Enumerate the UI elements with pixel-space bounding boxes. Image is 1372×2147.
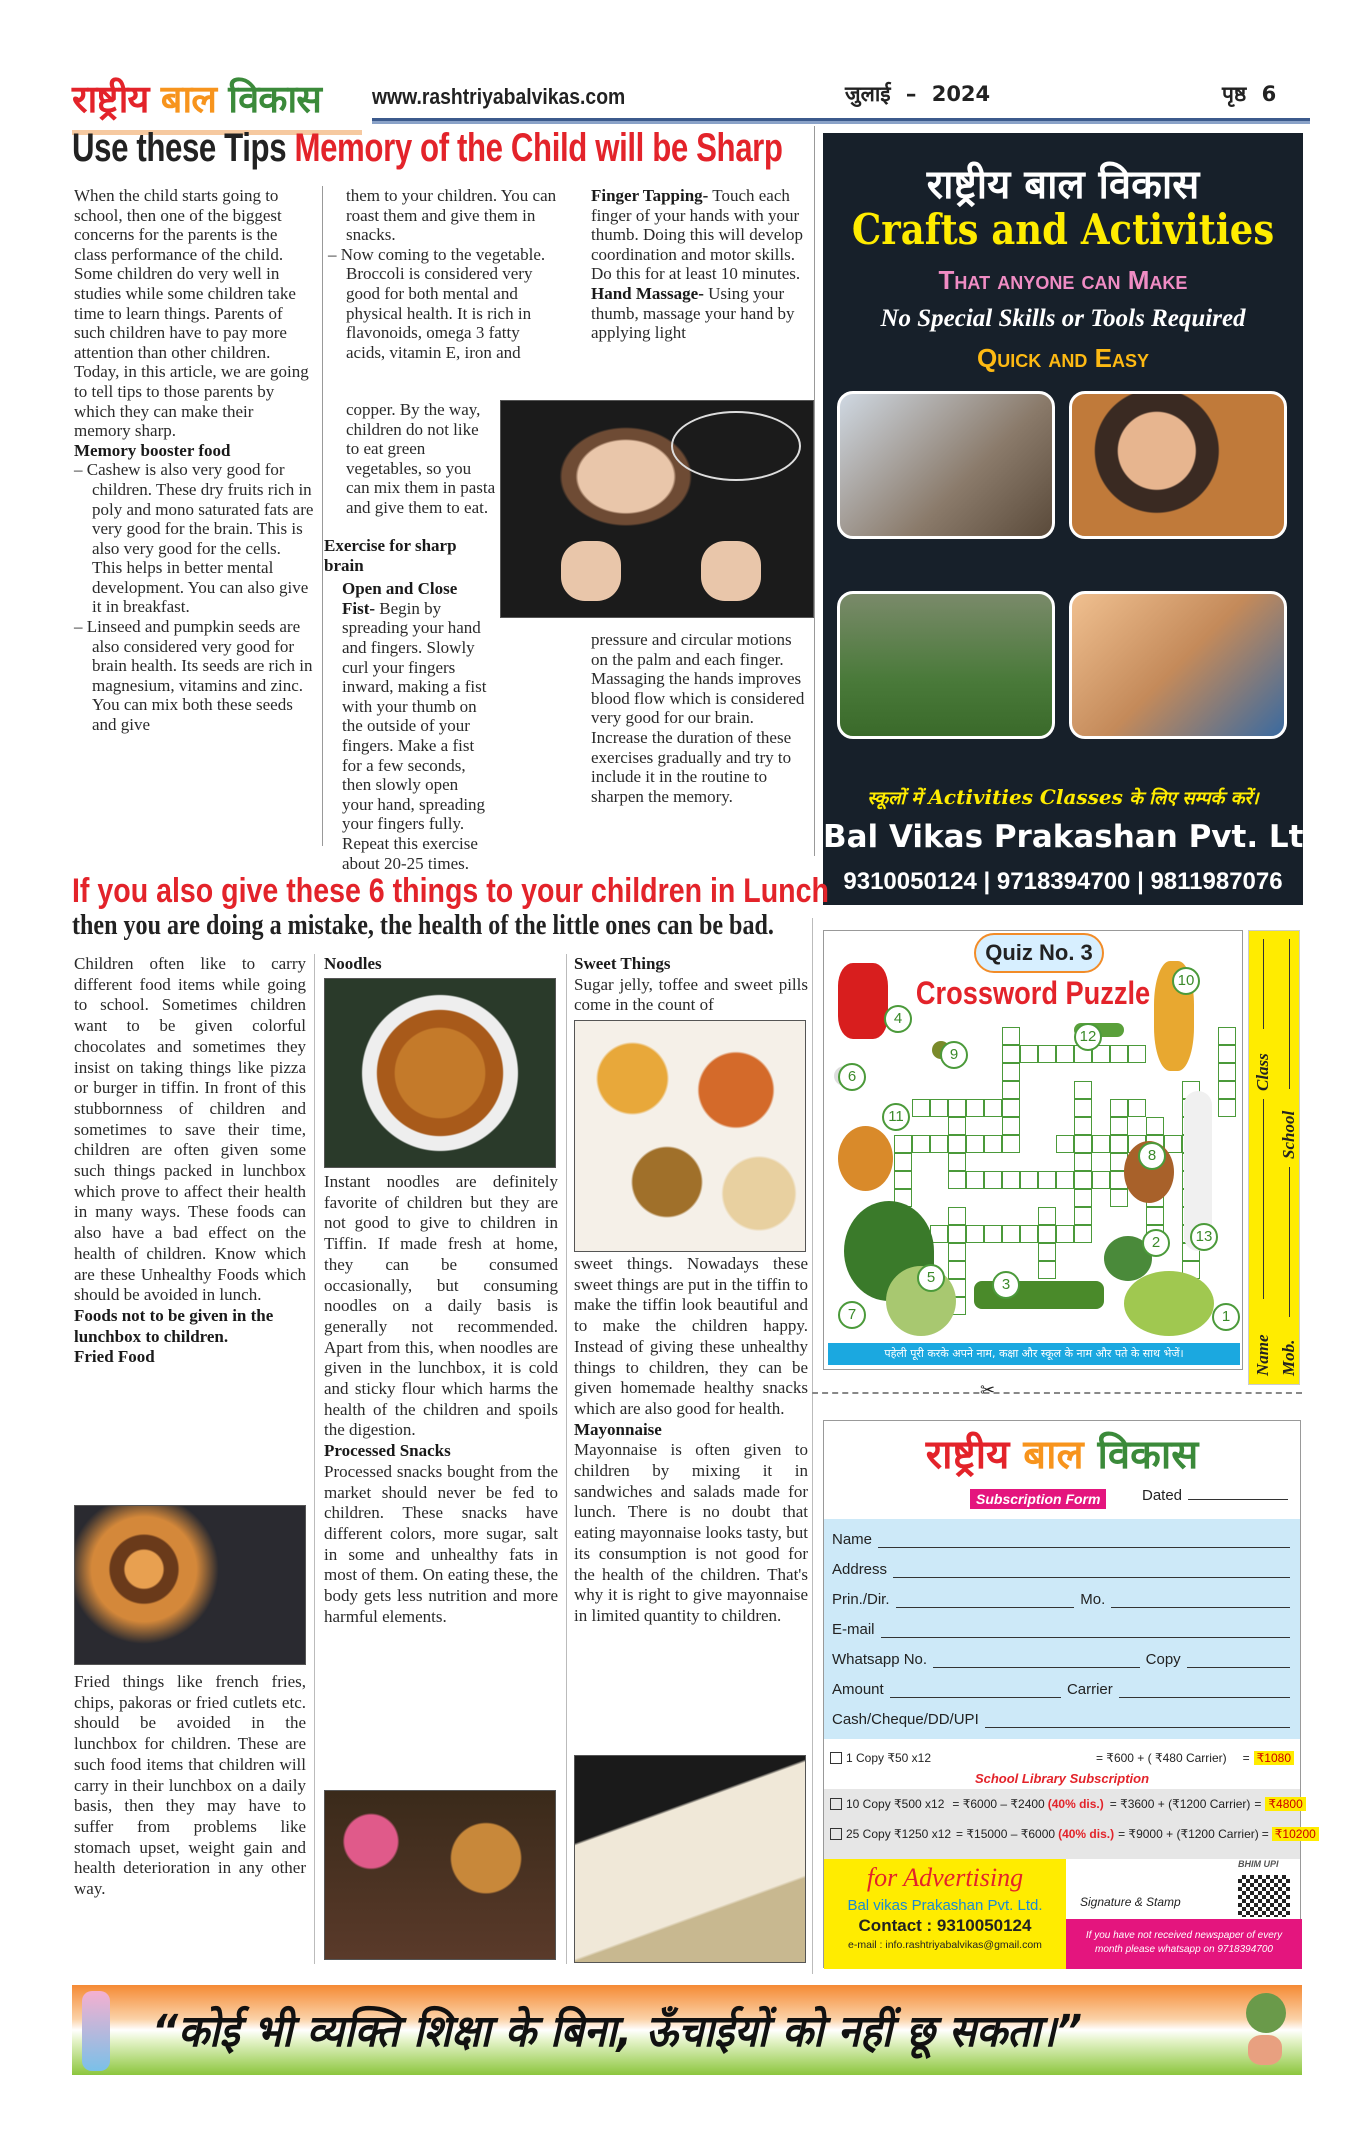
crossword-cell[interactable] bbox=[1128, 1099, 1146, 1117]
class-line[interactable] bbox=[1263, 939, 1264, 1029]
plan-label: 1 Copy ₹50 x12 bbox=[846, 1751, 932, 1765]
crossword-cell[interactable] bbox=[1002, 1099, 1020, 1117]
clue-number-badge: 5 bbox=[917, 1264, 945, 1292]
article1-col1 bbox=[74, 186, 314, 735]
hand-left bbox=[561, 541, 621, 601]
footer-quote: “कोई भी व्यक्ति शिक्षा के बिना, ऊँचाईयों को नहीं छू सकता।” bbox=[152, 2006, 1083, 2057]
whatsapp-label: Whatsapp No. bbox=[832, 1651, 928, 1668]
sub-logo-word-1: राष्ट्रीय bbox=[925, 1432, 1010, 1478]
crossword-cell[interactable] bbox=[1074, 1153, 1092, 1171]
crossword-cell[interactable] bbox=[1038, 1171, 1056, 1189]
address-label: Address bbox=[832, 1561, 888, 1578]
crossword-cell[interactable] bbox=[1110, 1189, 1128, 1207]
plan-3-checkbox[interactable] bbox=[830, 1828, 842, 1840]
copy-label: Copy bbox=[1145, 1651, 1181, 1668]
crossword-cell[interactable] bbox=[894, 1171, 912, 1189]
column-divider bbox=[812, 918, 813, 1974]
crossword-cell[interactable] bbox=[1074, 1081, 1092, 1099]
clue-number-badge: 12 bbox=[1074, 1023, 1102, 1051]
crossword-cell[interactable] bbox=[1074, 1207, 1092, 1225]
massage-block bbox=[591, 284, 811, 343]
child-figure-icon bbox=[82, 1991, 110, 2071]
scissors-icon: ✂ bbox=[980, 1380, 996, 1400]
noodles-text: Instant noodles are definitely favorite of children but they are not good to give to children in Tiffin. If made fresh at home, they can be consumed occasionally, but consuming noodles on a daily basis is generally not recommended. Apart from this, when noodles are given in the lunchbox, it is cold and sticky flour which harms the health of the children and spoils the digestion. bbox=[324, 1172, 558, 1440]
processed-text: Processed snacks bought from the market should never be fed to children. These snacks have different colors, more sugar, salt in some and unhealthy fats in most of them. On eating these, the body gets less nutrition and more harmful elements. bbox=[324, 1461, 558, 1626]
cauliflower-icon bbox=[1124, 1271, 1214, 1336]
school-line[interactable] bbox=[1289, 939, 1290, 1089]
ad-photo-4 bbox=[1069, 591, 1287, 739]
crossword-cell[interactable] bbox=[966, 1225, 984, 1243]
column-divider bbox=[566, 954, 567, 1964]
clue-number-badge: 4 bbox=[884, 1005, 912, 1033]
hands-icon bbox=[1248, 2035, 1282, 2065]
plan-calc2: = ₹3600 + (₹1200 Carrier) bbox=[1109, 1797, 1251, 1811]
article1-col3b bbox=[591, 630, 811, 806]
sweet-heading: Sweet Things bbox=[574, 954, 671, 973]
boy-photo bbox=[500, 400, 814, 618]
plan-calc: = ₹600 + ( ₹480 Carrier) bbox=[1095, 1751, 1227, 1765]
quiz-instruction: पहेली पूरी करके अपने नाम, कक्षा और स्कूल के नाम और पते के साथ भेजें। bbox=[828, 1343, 1240, 1365]
ad-subtitle: That anyone can Make bbox=[938, 265, 1188, 295]
carrier-label: Carrier bbox=[1066, 1681, 1113, 1698]
article2-col3 bbox=[574, 954, 808, 1016]
plan-total: ₹10200 bbox=[1272, 1827, 1319, 1841]
column-divider bbox=[814, 126, 815, 856]
sub-logo-word-2: बाल bbox=[1023, 1432, 1084, 1478]
name-line[interactable] bbox=[1263, 1099, 1264, 1299]
crossword-cell[interactable] bbox=[948, 1225, 966, 1243]
crossword-cell[interactable] bbox=[1002, 1225, 1020, 1243]
crossword-cell[interactable] bbox=[1002, 1171, 1020, 1189]
name-field[interactable] bbox=[832, 1531, 1290, 1548]
sweets-photo bbox=[574, 1020, 806, 1252]
article1-col2 bbox=[328, 186, 560, 362]
thought-bubble bbox=[671, 411, 801, 481]
principal-field[interactable] bbox=[832, 1591, 1290, 1608]
fist-block bbox=[324, 579, 490, 873]
crossword-cell[interactable] bbox=[1002, 1045, 1020, 1063]
crossword-cell[interactable] bbox=[930, 1135, 948, 1153]
advertising-box bbox=[824, 1859, 1066, 1969]
logo-word-2: बाल bbox=[160, 77, 217, 121]
crossword-cell[interactable] bbox=[1092, 1171, 1110, 1189]
footer-banner bbox=[72, 1985, 1302, 2075]
ad-title: Crafts and Activities bbox=[851, 205, 1275, 254]
crossword-cell[interactable] bbox=[1038, 1261, 1056, 1279]
crossword-cell[interactable] bbox=[948, 1135, 966, 1153]
crossword-cell[interactable] bbox=[1038, 1207, 1056, 1225]
form-fields bbox=[824, 1519, 1300, 1739]
food-item-broccoli-cont: copper. By the way, children do not like to eat green vegetables, so you can mix them in pasta and give them to eat. bbox=[346, 400, 496, 517]
crossword-cell[interactable] bbox=[948, 1207, 966, 1225]
plan-total: ₹4800 bbox=[1265, 1797, 1305, 1811]
tap-heading: Finger Tapping- bbox=[591, 186, 709, 205]
plan-2[interactable] bbox=[830, 1797, 1303, 1811]
subscription-form bbox=[823, 1420, 1316, 1968]
crossword-cell[interactable] bbox=[1056, 1171, 1074, 1189]
food-item-broccoli: – Now coming to the vegetable. Broccoli is considered very good for both mental and physical health. It is rich in flavonoids, omega 3 fatty acids, vitamin E, iron and bbox=[328, 244, 546, 362]
plan-eq: = bbox=[1242, 1751, 1250, 1765]
crossword-cell[interactable] bbox=[984, 1135, 1002, 1153]
mayo-text: Mayonnaise is often given to children by mixing it in sandwiches and salads made for lunch. There is no doubt that eating mayonnaise looks tasty, but its consumption is not good for the health of the children. That's why it is right to give mayonnaise in limited quantity to children. bbox=[574, 1440, 808, 1625]
website-link[interactable]: www.rashtriyabalvikas.com bbox=[372, 84, 626, 109]
plan-3[interactable] bbox=[830, 1827, 1316, 1841]
plan-total: ₹1080 bbox=[1254, 1751, 1294, 1765]
crossword-cell[interactable] bbox=[1146, 1207, 1164, 1225]
plan-discount: (40% dis.) bbox=[1047, 1797, 1104, 1811]
name-label: Name bbox=[832, 1531, 873, 1548]
logo-word-3: विकास bbox=[228, 77, 321, 121]
logo-word-1: राष्ट्रीय bbox=[72, 77, 149, 121]
crossword-cell[interactable] bbox=[1038, 1225, 1056, 1243]
article2-intro: Children often like to carry different food items while going to school. Sometimes children want to be given colorful chocolates and sometimes they insist on taking things like pizza or burger in tiffin. In front of this stubbornness of children and sometimes to save their time, children are often given some such things packed in lunchbox which prove to affect their health in many ways. These foods can also have a bad effect on the health of children. Know which are these Unhealthy Foods which should be avoided in lunch. bbox=[74, 954, 306, 1305]
email-field[interactable] bbox=[832, 1621, 1290, 1638]
crafts-ad[interactable] bbox=[823, 133, 1338, 905]
crossword-cell[interactable] bbox=[1002, 1117, 1020, 1135]
signature-label: Signature & Stamp bbox=[1080, 1895, 1181, 1909]
plan-eq: = bbox=[1261, 1827, 1269, 1841]
processed-heading: Processed Snacks bbox=[324, 1441, 451, 1461]
crossword-cell[interactable] bbox=[1110, 1045, 1128, 1063]
tapping-block bbox=[591, 186, 811, 284]
crossword-cell[interactable] bbox=[1218, 1027, 1236, 1045]
onion-icon bbox=[838, 1126, 893, 1191]
noodles-heading: Noodles bbox=[324, 954, 382, 973]
article1-intro: When the child starts going to school, then one of the biggest concerns for the parents is the class performance of the child. Some children do very well in studies while some children take time to learn things. Parents of such children have to pay more attention than other children. Today, in this article, we are going to tell tips to those parents by which they can make their memory sharp. bbox=[74, 186, 309, 441]
crossword-cell[interactable] bbox=[1218, 1081, 1236, 1099]
article1-col3 bbox=[591, 186, 811, 343]
crossword-cell[interactable] bbox=[1146, 1117, 1164, 1135]
crossword-cell[interactable] bbox=[1002, 1135, 1020, 1153]
fist-text: Begin by spreading your hand and fingers. Slowly curl your fingers inward, making a fist with your thumb on the outside of your fingers. Make a fist for a few seconds, then slowly open your hand, spreading your fingers fully. Repeat this exercise about 20-25 times. bbox=[342, 598, 487, 873]
quiz-title: Crossword Puzzle bbox=[915, 975, 1151, 1011]
crossword-cell[interactable] bbox=[1002, 1063, 1020, 1081]
clue-number-badge: 10 bbox=[1172, 967, 1200, 995]
crossword-cell[interactable] bbox=[1074, 1171, 1092, 1189]
crossword-cell[interactable] bbox=[1020, 1171, 1038, 1189]
upi-label: BHIM UPI bbox=[1238, 1859, 1279, 1869]
sandwich-photo bbox=[574, 1755, 806, 1963]
article2-col2 bbox=[324, 954, 558, 975]
email-label: E-mail bbox=[832, 1621, 875, 1638]
clue-number-badge: 11 bbox=[882, 1103, 910, 1131]
clue-number-badge: 13 bbox=[1190, 1223, 1218, 1251]
dated-label: Dated bbox=[1142, 1487, 1183, 1504]
plan-label: 25 Copy ₹1250 x12 bbox=[846, 1827, 952, 1841]
plan-1-checkbox[interactable] bbox=[830, 1752, 842, 1764]
plan-label: 10 Copy ₹500 x12 bbox=[846, 1797, 945, 1811]
advert-company: Bal vikas Prakashan Pvt. Ltd. bbox=[847, 1897, 1043, 1914]
plan-2-checkbox[interactable] bbox=[830, 1798, 842, 1810]
crossword-cell[interactable] bbox=[912, 1135, 930, 1153]
massage-text-cont: pressure and circular motions on the palm and each finger. Massaging the hands improves blood flow which is considered very good for our brain. Increase the duration of these exercises gradually and try to include it in the routine to sharpen the memory. bbox=[591, 630, 805, 806]
article2-headline: If you also give these 6 things to your children in Lunch bbox=[72, 872, 829, 910]
crossword-cell[interactable] bbox=[894, 1153, 912, 1171]
crossword-cell[interactable] bbox=[912, 1099, 930, 1117]
masthead-rule bbox=[372, 118, 1310, 124]
mobile-label: Mo. bbox=[1080, 1591, 1106, 1608]
food-item-seeds-cont: them to your children. You can roast them and give them in snacks. bbox=[346, 186, 557, 245]
principal-label: Prin./Dir. bbox=[832, 1591, 890, 1608]
crossword-cell[interactable] bbox=[1092, 1135, 1110, 1153]
massage-text: Using your thumb, massage your hand by applying light bbox=[591, 283, 795, 343]
ad-hindi-title: राष्ट्रीय बाल विकास bbox=[926, 162, 1200, 208]
name-label: Name bbox=[1253, 1334, 1272, 1376]
plan-calc2: = ₹9000 + (₹1200 Carrier) bbox=[1118, 1827, 1259, 1841]
crossword-cell[interactable] bbox=[948, 1117, 966, 1135]
crossword-cell[interactable] bbox=[948, 1171, 966, 1189]
amount-label: Amount bbox=[832, 1681, 884, 1698]
crossword-cell[interactable] bbox=[984, 1225, 1002, 1243]
crossword-cell[interactable] bbox=[1218, 1099, 1236, 1117]
crossword-cell[interactable] bbox=[1074, 1225, 1092, 1243]
ad-cta bbox=[823, 785, 1303, 810]
issue-month: जुलाई bbox=[845, 82, 891, 106]
whatsapp-field[interactable] bbox=[832, 1651, 1290, 1668]
tap-text: Touch each finger of your hands with your thumb. Doing this will develop coordination and motor skills. Do this for at least 10 minutes. bbox=[591, 186, 804, 284]
crossword-cell[interactable] bbox=[1110, 1099, 1128, 1117]
noodles-photo bbox=[324, 978, 556, 1168]
ad-cta-post: के लिए सम्पर्क करें। bbox=[1129, 788, 1259, 809]
article2-col2b bbox=[324, 1172, 558, 1627]
ad-photo-1 bbox=[837, 391, 1055, 539]
tree-icon bbox=[1246, 1993, 1286, 2033]
sweet-text: Sugar jelly, toffee and sweet pills come in the count of bbox=[574, 974, 808, 1015]
crossword-cell[interactable] bbox=[1002, 1081, 1020, 1099]
crossword-cell[interactable] bbox=[1128, 1045, 1146, 1063]
crossword-cell[interactable] bbox=[1218, 1063, 1236, 1081]
column-divider bbox=[322, 186, 323, 846]
crossword-cell[interactable] bbox=[1020, 1045, 1038, 1063]
crossword-cell[interactable] bbox=[1038, 1243, 1056, 1261]
advert-contact[interactable]: Contact : 9310050124 bbox=[858, 1916, 1032, 1935]
mayo-heading: Mayonnaise bbox=[574, 1419, 662, 1439]
food-item-seeds: – Linseed and pumpkin seeds are also considered very good for brain health. Its seeds are rich in magnesium, vitamins and zinc. You can mix both these seeds and give bbox=[74, 617, 313, 735]
clue-number-badge: 3 bbox=[992, 1271, 1020, 1299]
hand-right bbox=[701, 541, 761, 601]
payment-label: Cash/Cheque/DD/UPI bbox=[832, 1711, 979, 1728]
headline-black: Use these Tips bbox=[72, 126, 287, 170]
crossword-cell[interactable] bbox=[948, 1099, 966, 1117]
fist-heading: Open and Close Fist- bbox=[342, 579, 458, 618]
crossword-cell[interactable] bbox=[948, 1243, 966, 1261]
pepper-icon bbox=[838, 963, 888, 1039]
crossword-cell[interactable] bbox=[1074, 1117, 1092, 1135]
issue-date bbox=[845, 80, 990, 108]
article1-exercise bbox=[324, 536, 490, 873]
crossword-cell[interactable] bbox=[1056, 1135, 1074, 1153]
entry-strip bbox=[1248, 930, 1300, 1385]
crossword-cell[interactable] bbox=[894, 1135, 912, 1153]
ad-cta-pre: स्कूलों में bbox=[867, 788, 923, 809]
crossword-cell[interactable] bbox=[1074, 1099, 1092, 1117]
crossword-cell[interactable] bbox=[1020, 1225, 1038, 1243]
crossword-cell[interactable] bbox=[984, 1099, 1002, 1117]
clue-number-badge: 6 bbox=[838, 1063, 866, 1091]
plan-discount: (40% dis.) bbox=[1058, 1827, 1115, 1841]
school-label: School bbox=[1279, 1110, 1298, 1159]
sub-logo bbox=[824, 1425, 1300, 1480]
headline-red: Memory of the Child will be Sharp bbox=[294, 126, 783, 170]
clue-number-badge: 8 bbox=[1138, 1142, 1166, 1170]
processed-snacks-photo bbox=[324, 1790, 556, 1960]
article2-col1b bbox=[74, 1672, 306, 1900]
column-divider bbox=[314, 954, 315, 1964]
article1-headline bbox=[72, 126, 783, 171]
crossword-cell[interactable] bbox=[1038, 1045, 1056, 1063]
crossword-cell[interactable] bbox=[966, 1171, 984, 1189]
page-number bbox=[1222, 80, 1276, 108]
mob-line[interactable] bbox=[1289, 1167, 1290, 1317]
plan-eq: = bbox=[1254, 1797, 1262, 1811]
crossword-cell[interactable] bbox=[1002, 1027, 1020, 1045]
subscription-badge: Subscription Form bbox=[970, 1489, 1106, 1509]
crossword-cell[interactable] bbox=[948, 1261, 966, 1279]
qr-code-icon[interactable] bbox=[1236, 1873, 1292, 1919]
exercise-heading: Exercise for sharp brain bbox=[324, 536, 457, 575]
crossword-cell[interactable] bbox=[984, 1171, 1002, 1189]
ad-photo-3 bbox=[837, 591, 1055, 739]
issue-year: 2024 bbox=[931, 82, 991, 106]
cut-line bbox=[812, 1392, 1302, 1394]
advert-email[interactable]: e-mail : info.rashtriyabalvikas@gmail.com bbox=[848, 1939, 1042, 1951]
food-item-cashew: – Cashew is also very good for children. These dry fruits rich in poly and mono saturated fats are very good for the brain. This is also very good for the cells. This helps in better mental development. You can also give it in breakfast. bbox=[74, 460, 314, 617]
food-heading: Memory booster food bbox=[74, 440, 231, 460]
article2-subheadline: then you are doing a mistake, the health of the little ones can be bad. bbox=[72, 910, 774, 941]
ad-company: Bal Vikas Prakashan Pvt. Ltd. bbox=[823, 819, 1338, 855]
crossword-cell[interactable] bbox=[930, 1099, 948, 1117]
fried-text: Fried things like french fries, chips, pakoras or fried cutlets etc. should be avoided in the lunchbox for children. These are such food items that children will carry in their lunchbox on a daily basis, then they may have to suffer from problems like stomach upset, weight gain and health deterioration in any other way. bbox=[74, 1672, 306, 1899]
sweet-text-cont: sweet things. Nowadays these sweet things are put in the tiffin to make the tiffin look beautiful and to make the children happy. Instead of giving these unhealthy things to children, they can be given homemade healthy snacks which are also good for health. bbox=[574, 1254, 808, 1418]
crossword-cell[interactable] bbox=[948, 1153, 966, 1171]
dated-field[interactable] bbox=[1142, 1487, 1288, 1504]
ad-photo-2 bbox=[1069, 391, 1287, 539]
article2-col3b bbox=[574, 1254, 808, 1627]
date-dash: – bbox=[905, 82, 917, 106]
page-label: पृष्ठ bbox=[1222, 82, 1247, 106]
article2-col1 bbox=[74, 954, 306, 1368]
massage-heading: Hand Massage- bbox=[591, 283, 704, 303]
quiz-number: Quiz No. 3 bbox=[974, 933, 1104, 973]
ad-tagline: No Special Skills or Tools Required bbox=[880, 305, 1246, 332]
crossword-cell[interactable] bbox=[1056, 1225, 1074, 1243]
notice-bar: If you have not received newspaper of every month please whatsapp on 9718394700 bbox=[1066, 1919, 1302, 1969]
ad-cta-en: Activities Classes bbox=[928, 785, 1123, 809]
clue-number-badge: 9 bbox=[940, 1041, 968, 1069]
clue-number-badge: 2 bbox=[1142, 1229, 1170, 1257]
amount-field[interactable] bbox=[832, 1681, 1290, 1698]
mob-label: Mob. bbox=[1279, 1339, 1298, 1376]
fried-food-photo bbox=[74, 1505, 306, 1665]
ad-phones[interactable]: 9310050124 | 9718394700 | 9811987076 bbox=[843, 868, 1283, 895]
article1-col2b bbox=[346, 400, 496, 518]
plan-1[interactable] bbox=[830, 1751, 1294, 1765]
library-heading: School Library Subscription bbox=[974, 1771, 1150, 1786]
address-field[interactable] bbox=[832, 1561, 1290, 1578]
crossword-cell[interactable] bbox=[966, 1135, 984, 1153]
avoid-heading: Foods not to be given in the lunchbox to children. bbox=[74, 1305, 274, 1346]
clue-number-badge: 7 bbox=[838, 1301, 866, 1329]
sub-logo-word-3: विकास bbox=[1097, 1432, 1199, 1478]
advert-title: for Advertising bbox=[866, 1863, 1024, 1892]
plan-calc: = ₹15000 – ₹6000 bbox=[956, 1827, 1056, 1841]
crossword-cell[interactable] bbox=[1056, 1045, 1074, 1063]
crossword-cell[interactable] bbox=[1110, 1135, 1128, 1153]
crossword-quiz bbox=[823, 930, 1243, 1370]
plan-calc: = ₹6000 – ₹2400 bbox=[952, 1797, 1045, 1811]
masthead-logo bbox=[72, 78, 321, 120]
payment-field[interactable] bbox=[832, 1711, 1290, 1728]
crossword-cell[interactable] bbox=[966, 1099, 984, 1117]
fried-heading: Fried Food bbox=[74, 1347, 155, 1367]
class-label: Class bbox=[1253, 1053, 1272, 1091]
ad-quick: Quick and Easy bbox=[976, 343, 1150, 373]
crossword-cell[interactable] bbox=[1074, 1135, 1092, 1153]
crossword-cell[interactable] bbox=[1110, 1117, 1128, 1135]
crossword-cell[interactable] bbox=[1218, 1045, 1236, 1063]
clue-number-badge: 1 bbox=[1212, 1303, 1240, 1331]
crossword-cell[interactable] bbox=[1074, 1189, 1092, 1207]
page-number-value: 6 bbox=[1261, 82, 1277, 106]
